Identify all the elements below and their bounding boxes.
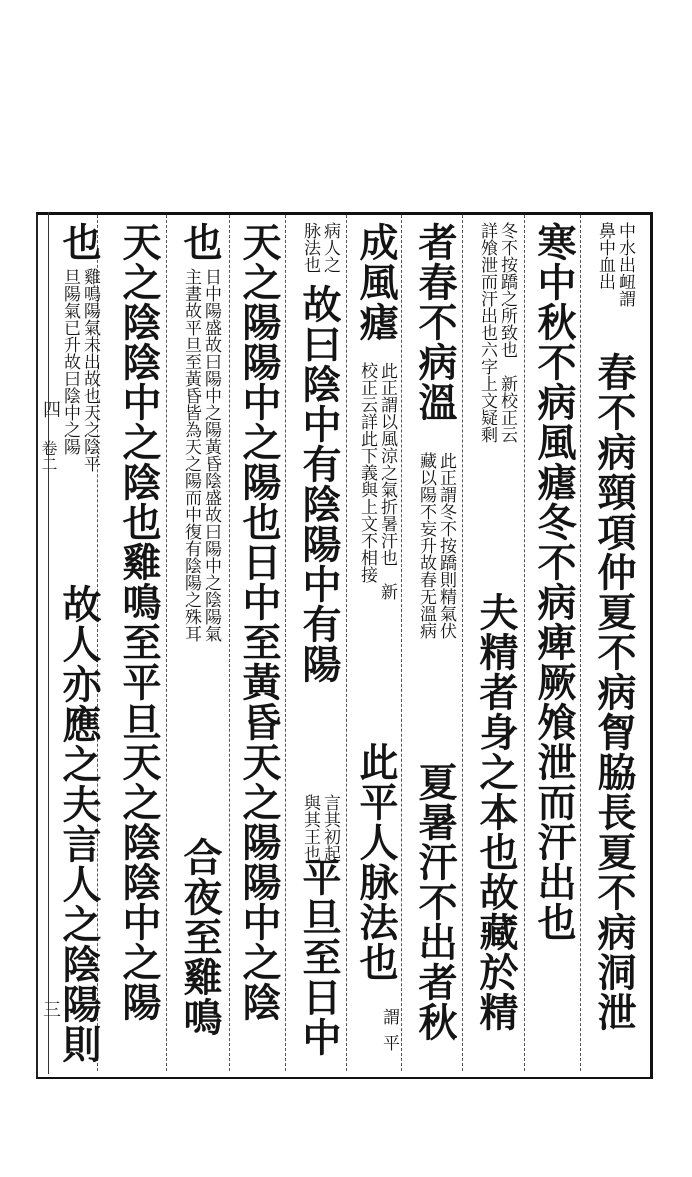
column-rule xyxy=(285,215,286,1071)
note-line: 脉法也 xyxy=(300,222,320,273)
note-line: 日中陽盛故曰陽中之陽黃昏陰盛故曰陽中之陰陽氣 xyxy=(201,268,221,642)
note-line: 詳飧泄而汗出也六字上文疑剩 xyxy=(477,222,497,443)
column-rule xyxy=(346,215,347,1071)
note-line: 中水出衄謂 xyxy=(615,222,635,307)
note-line: 此正謂冬不按蹻則精氣伏 xyxy=(436,452,456,639)
text-column-2 xyxy=(527,222,579,1067)
column-rule xyxy=(580,215,581,1071)
main-text: 也 xyxy=(56,222,102,262)
page-mark: 三 xyxy=(40,1000,61,1018)
main-text: 也 xyxy=(177,222,223,262)
note-line: 與其王也 xyxy=(300,794,320,862)
main-text: 故人亦應之夫言人之陰陽則 xyxy=(56,584,102,1064)
main-text: 夏暑汗不出者秋 xyxy=(412,762,458,1042)
note-line: 謂 xyxy=(379,1008,399,1025)
main-text: 平旦至日中 xyxy=(296,857,342,1057)
main-text: 者春不病溫 xyxy=(412,222,458,422)
text-column-1 xyxy=(585,222,645,1067)
main-text: 成風瘧 xyxy=(353,222,399,342)
main-text: 天之陽陽中之陽也日中至黃昏天之陽陽中之陰 xyxy=(236,222,282,1022)
text-column-6 xyxy=(288,222,346,1067)
main-text: 夫精者身之本也故藏於精 xyxy=(473,592,519,1032)
column-rule xyxy=(229,215,230,1071)
text-column-7 xyxy=(232,222,284,1067)
note-line: 藏以陽不妄升故春无溫病 xyxy=(416,452,436,639)
main-text: 故曰陰中有陰陽中有陽 xyxy=(296,284,342,684)
fold-mark: 四 xyxy=(40,400,61,418)
text-column-4 xyxy=(404,222,462,1067)
note-line: 此正謂以風涼之氣折暑汗也 新 xyxy=(377,362,397,600)
column-rule xyxy=(524,215,525,1071)
note-line: 雞鳴陽氣未出故也天之陰平 xyxy=(80,268,100,472)
note-line: 主晝故平旦至黃昏皆為天之陽而中復有陰陽之殊耳 xyxy=(181,268,201,642)
column-rule xyxy=(462,215,463,1071)
note-line: 冬不按蹻之所致也 新校正云 xyxy=(497,222,517,443)
note-line: 言其初起 xyxy=(320,794,340,862)
note-line: 旦陽氣已升故曰陰中之陽 xyxy=(60,268,80,455)
note-line: 校正云詳此下義與上文不相接 xyxy=(357,362,377,583)
column-rule xyxy=(401,215,402,1071)
fold-strip xyxy=(36,212,49,1074)
text-column-10 xyxy=(50,222,106,1067)
main-text: 此平人脉法也 xyxy=(353,742,399,982)
text-column-5 xyxy=(349,222,401,1067)
fold-mark: 卷二 xyxy=(39,440,58,472)
note-line: 平 xyxy=(379,1034,399,1051)
text-column-8 xyxy=(169,222,227,1067)
text-column-9 xyxy=(110,222,164,1067)
text-column-3 xyxy=(465,222,523,1067)
main-text: 春不病頸項仲夏不病胷脇長夏不病洞泄 xyxy=(591,352,637,1032)
note-line: 鼻中血出 xyxy=(595,222,615,290)
main-text: 寒中秋不病風瘧冬不病痺厥飧泄而汗出也 xyxy=(531,222,577,942)
main-text: 天之陰陰中之陰也雞鳴至平旦天之陰陰中之陽 xyxy=(116,222,162,1022)
main-text: 合夜至雞鳴 xyxy=(177,837,223,1037)
column-rule xyxy=(166,215,167,1071)
note-line: 病人之 xyxy=(320,222,340,273)
